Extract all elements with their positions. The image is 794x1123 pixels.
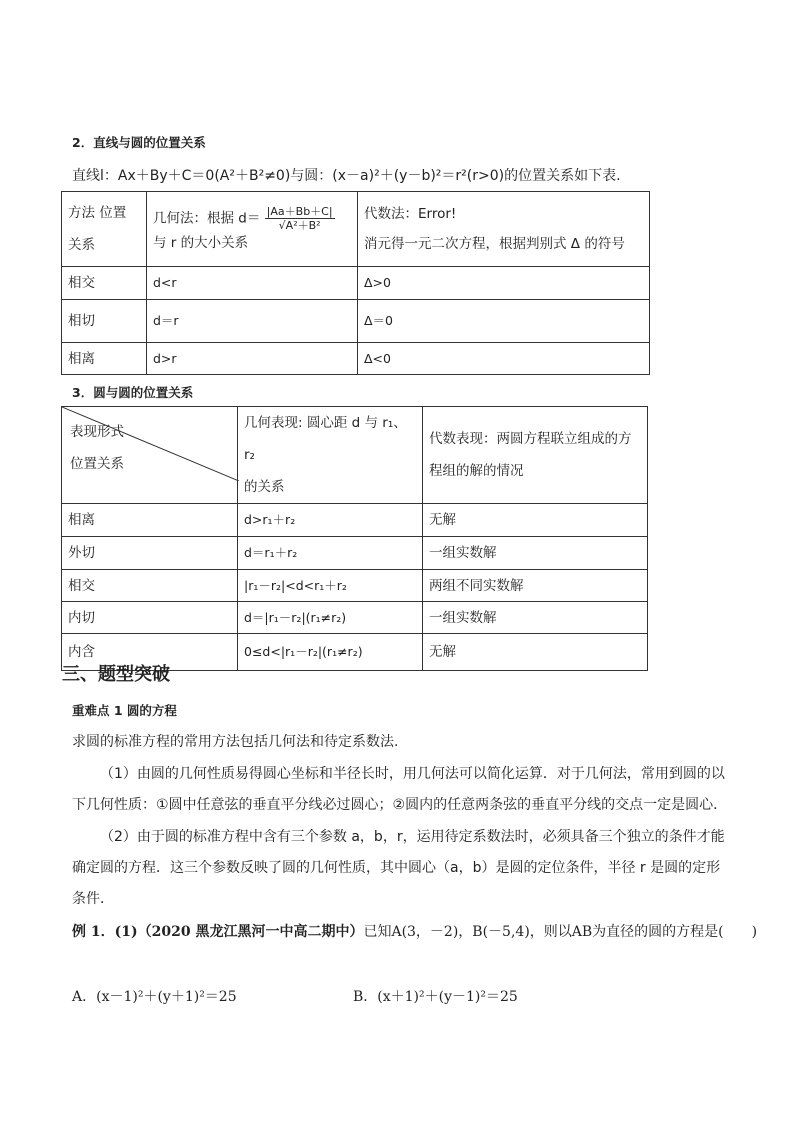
- table-row: [62, 343, 650, 375]
- relation-cell: 外切: [62, 537, 238, 570]
- geometry-cell: d>r: [147, 343, 358, 375]
- relation-cell: 内含: [62, 634, 238, 671]
- part-3-title: 三、题型突破: [62, 664, 170, 685]
- algebra-cell: 无解: [423, 634, 648, 671]
- diagonal-header-cell: [62, 407, 238, 504]
- header-geometry-line1: 几何表现: 圆心距 d 与 r₁、r₂: [244, 415, 407, 463]
- algebra-cell: 一组实数解: [423, 537, 648, 570]
- formula-numerator: |Aa＋Bb＋C|: [266, 204, 333, 218]
- option-b: B．(x＋1)²＋(y－1)²＝25: [353, 989, 518, 1005]
- circle-circle-table: [61, 406, 648, 671]
- header-geometry-line2: 的关系: [244, 479, 285, 495]
- paragraph-coefficient-method: （2）由于圆的标准方程中含有三个参数 a，b，r，运用待定系数法时，必须具备三个独立的条件才能确定圆的方程．这三个参数反映了圆的几何性质，其中圆心（a，b）是圆的定位条件，半径 r 是圆的定形条件．: [72, 829, 725, 907]
- example-1: [72, 921, 757, 941]
- section-2-heading: 2．直线与圆的位置关系: [72, 135, 206, 150]
- example-label: 例 1．(1)（2020 黑龙江黑河一中高二期中）: [72, 924, 364, 940]
- paragraph-methods: 求圆的标准方程的常用方法包括几何法和待定系数法.: [72, 734, 399, 750]
- diag-bottom-label: 位置关系: [70, 456, 124, 472]
- algebra-cell: 无解: [423, 504, 648, 537]
- header-algebra-line2: 消元得一元二次方程，根据判别式 Δ 的符号: [364, 236, 625, 252]
- header-algebra-cell: [423, 407, 648, 504]
- section-3-heading: 3．圆与圆的位置关系: [72, 385, 194, 400]
- relation-cell: 相切: [62, 300, 147, 343]
- relation-cell: 相离: [62, 343, 147, 375]
- diag-top-label: 表现形式: [70, 424, 124, 440]
- geometry-cell: |r₁－r₂|<d<r₁＋r₂: [238, 570, 423, 602]
- section-2-intro: 直线l：Ax＋By＋C＝0(A²＋B²≠0)与圆：(x－a)²＋(y－b)²＝r²(r>0)的位置关系如下表.: [72, 168, 621, 184]
- relation-cell: 相离: [62, 504, 238, 537]
- formula-denominator: √A²＋B²: [278, 218, 321, 232]
- geometry-cell: d＝r₁＋r₂: [238, 537, 423, 570]
- key-point-heading: 重难点 1 圆的方程: [72, 703, 177, 718]
- geometry-cell: d＝|r₁－r₂|(r₁≠r₂): [238, 602, 423, 634]
- relation-cell: 相交: [62, 570, 238, 602]
- table-row: [62, 537, 648, 570]
- example-question: 已知A(3，－2)，B(－5,4)，则以AB为直径的圆的方程是( ): [363, 924, 758, 940]
- geometry-cell: d<r: [147, 267, 358, 300]
- algebra-cell: 一组实数解: [423, 602, 648, 634]
- geometry-cell: 0≤d<|r₁－r₂|(r₁≠r₂): [238, 634, 423, 671]
- table-header-row: [62, 407, 648, 504]
- header-geometry-text-2: 与 r 的大小关系: [153, 234, 249, 251]
- header-algebra-cell: [358, 192, 650, 267]
- relation-cell: 内切: [62, 602, 238, 634]
- geometry-cell: d＝r: [147, 300, 358, 343]
- paragraph-geometry-method: （1）由圆的几何性质易得圆心坐标和半径长时，用几何法可以简化运算．对于几何法，常用到圆的以下几何性质：①圆中任意弦的垂直平分线必过圆心；②圆内的任意两条弦的垂直平分线的交点一定是圆心．: [72, 766, 728, 813]
- header-algebra-line1: 代数法：Error!: [364, 206, 457, 222]
- header-geometry-cell: [238, 407, 423, 504]
- header-method-cell: [62, 192, 147, 267]
- table-row: [62, 300, 650, 343]
- header-method-line2: 关系: [68, 237, 95, 253]
- header-method-line1: 方法 位置: [68, 205, 127, 221]
- algebra-cell: Δ>0: [358, 267, 650, 300]
- table-header-row: [62, 192, 650, 267]
- geometry-cell: d>r₁＋r₂: [238, 504, 423, 537]
- table-row: [62, 267, 650, 300]
- algebra-cell: Δ＝0: [358, 300, 650, 343]
- line-circle-table: [61, 191, 650, 375]
- table-row: [62, 504, 648, 537]
- table-row: [62, 570, 648, 602]
- header-algebra-line2: 程组的解的情况: [429, 463, 524, 479]
- algebra-cell: 两组不同实数解: [423, 570, 648, 602]
- table-row: [62, 602, 648, 634]
- header-geometry-cell: [147, 192, 358, 267]
- header-geometry-text: 几何法：根据 d＝: [153, 210, 261, 226]
- header-algebra-line1: 代数表现：两圆方程联立组成的方: [429, 431, 632, 447]
- distance-formula: [265, 205, 335, 232]
- relation-cell: 相交: [62, 267, 147, 300]
- option-a: A．(x－1)²＋(y＋1)²＝25: [72, 989, 237, 1005]
- algebra-cell: Δ<0: [358, 343, 650, 375]
